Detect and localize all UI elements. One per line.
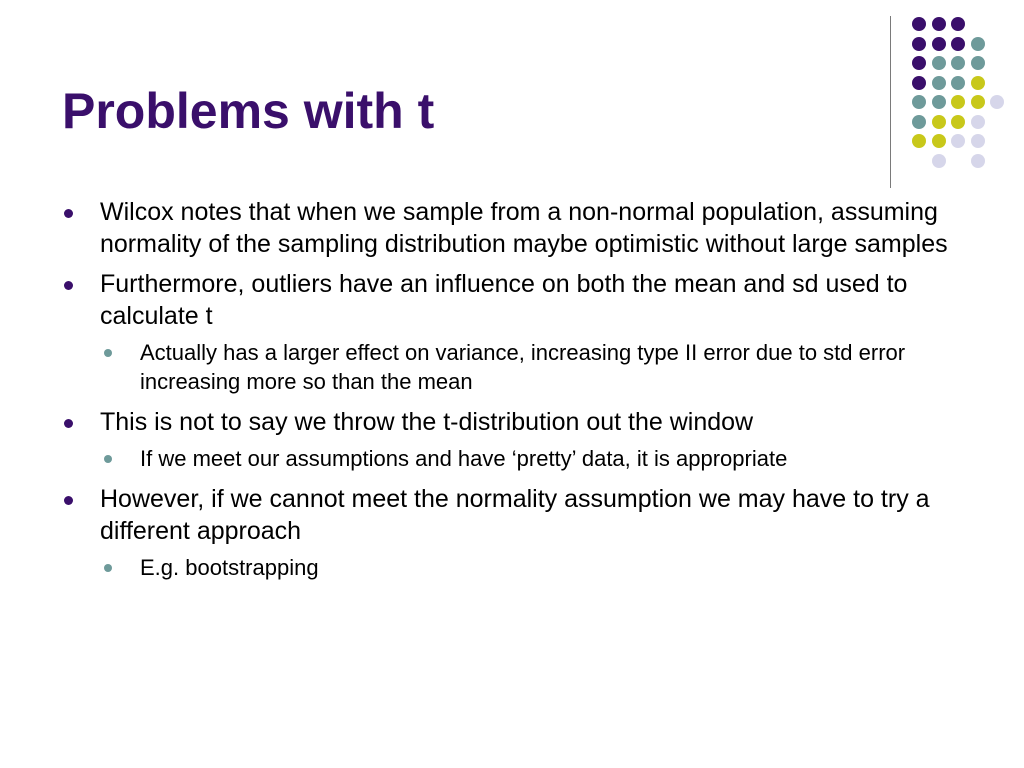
sub-bullet-item: E.g. bootstrapping	[62, 553, 982, 582]
decorative-dot	[990, 95, 1004, 109]
decorative-dot	[932, 17, 946, 31]
decorative-dot	[971, 95, 985, 109]
decorative-dot	[971, 56, 985, 70]
bullet-item: Wilcox notes that when we sample from a non-normal population, assuming normality of the sampling distribution maybe optimistic without large samples	[62, 196, 982, 260]
decorative-dot	[971, 134, 985, 148]
decorative-dot	[912, 95, 926, 109]
decorative-dot	[912, 134, 926, 148]
decorative-dot	[971, 76, 985, 90]
title-divider	[890, 16, 891, 188]
slide-body	[62, 196, 982, 592]
decorative-dot	[912, 115, 926, 129]
decorative-dot	[932, 134, 946, 148]
decorative-dot	[951, 134, 965, 148]
decorative-dot	[912, 37, 926, 51]
decorative-dot	[951, 76, 965, 90]
decorative-dot	[912, 17, 926, 31]
bullet-item: However, if we cannot meet the normality assumption we may have to try a different approach	[62, 483, 982, 547]
decorative-dot	[951, 37, 965, 51]
decorative-dot	[971, 115, 985, 129]
decorative-dot	[932, 56, 946, 70]
decorative-dot	[932, 154, 946, 168]
decorative-dot	[932, 76, 946, 90]
decorative-dot	[971, 37, 985, 51]
bullet-item: This is not to say we throw the t-distribution out the window	[62, 406, 982, 438]
sub-bullet-item: Actually has a larger effect on variance, increasing type II error due to std error increasing more so than the mean	[62, 338, 982, 396]
decorative-dot	[932, 37, 946, 51]
decorative-dot	[912, 56, 926, 70]
sub-bullet-item: If we meet our assumptions and have ‘pretty’ data, it is appropriate	[62, 444, 982, 473]
decorative-dot	[912, 76, 926, 90]
decorative-dot	[951, 17, 965, 31]
decorative-dot	[951, 95, 965, 109]
bullet-item: Furthermore, outliers have an influence on both the mean and sd used to calculate t	[62, 268, 982, 332]
decorative-dot	[951, 115, 965, 129]
decorative-dot	[951, 56, 965, 70]
slide-title: Problems with t	[62, 83, 435, 139]
decorative-dot	[971, 154, 985, 168]
decorative-dot	[932, 115, 946, 129]
decorative-dot	[932, 95, 946, 109]
